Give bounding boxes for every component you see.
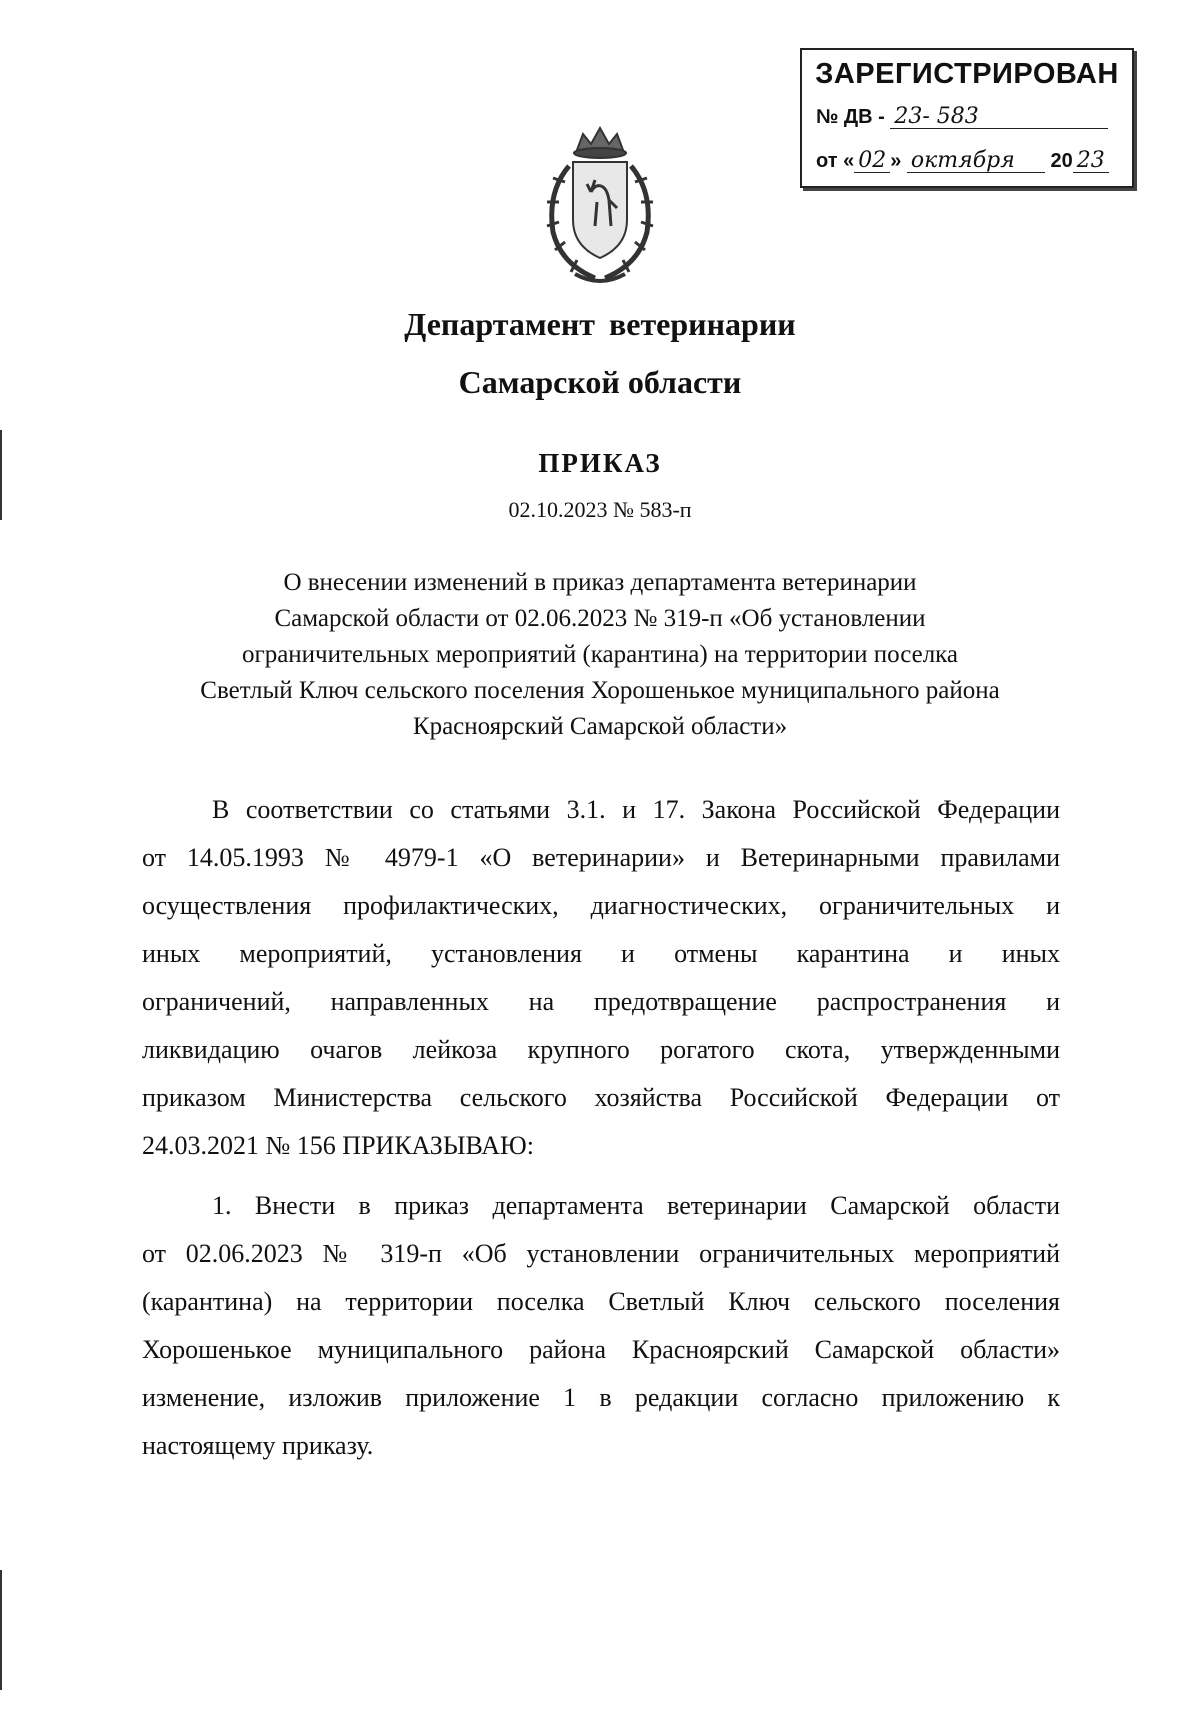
document-type: ПРИКАЗ xyxy=(538,448,662,478)
paragraph-line: 24.03.2021 № 156 ПРИКАЗЫВАЮ: xyxy=(142,1131,534,1160)
stamp-date-year-value: 23 xyxy=(1073,150,1109,173)
paragraph-line: осуществления профилактических, диагностических, ограничительных и xyxy=(142,891,1060,920)
registration-stamp xyxy=(800,48,1134,188)
stamp-date-mid: » xyxy=(890,150,902,172)
subject-line: Светлый Ключ сельского поселения Хорошенькое муниципального района xyxy=(200,677,1000,704)
stamp-number-line xyxy=(816,106,1108,129)
paragraph-line: от 02.06.2023 № 319-п «Об установлении ограничительных мероприятий xyxy=(142,1239,1060,1268)
paragraph-line: Хорошенькое муниципального района Красноярский Самарской области» xyxy=(142,1335,1060,1364)
paragraph-line: ликвидацию очагов лейкоза крупного рогатого скота, утвержденными xyxy=(142,1035,1060,1064)
paragraph-line: ограничений, направленных на предотвращение распространения и xyxy=(142,987,1060,1016)
body-paragraph-preamble xyxy=(142,786,1060,1170)
stamp-date-year-prefix: 20 xyxy=(1050,150,1073,172)
paragraph-line: 1. Внести в приказ департамента ветеринарии Самарской области xyxy=(212,1191,1060,1220)
stamp-date-prefix: от « xyxy=(816,150,855,172)
subject-line: О внесении изменений в приказ департамента ветеринарии xyxy=(283,569,917,596)
stamp-title: ЗАРЕГИСТРИРОВАН xyxy=(815,58,1119,90)
paragraph-line: (карантина) на территории поселка Светлый Ключ сельского поселения xyxy=(142,1287,1060,1316)
body-paragraph-item-1 xyxy=(142,1182,1060,1470)
scan-edge-mark xyxy=(0,1570,2,1690)
paragraph-line: от 14.05.1993 № 4979-1 «О ветеринарии» и Ветеринарными правилами xyxy=(142,843,1060,872)
paragraph-line: В соответствии со статьями 3.1. и 17. Закона Российской Федерации xyxy=(212,795,1060,824)
stamp-date-line xyxy=(816,150,1109,173)
stamp-date-month: октября xyxy=(907,150,1045,173)
paragraph-line: иных мероприятий, установления и отмены карантина и иных xyxy=(142,939,1060,968)
stamp-date-day: 02 xyxy=(854,150,890,173)
stamp-number-prefix: № ДВ - xyxy=(816,106,885,128)
subject-line: Красноярский Самарской области» xyxy=(412,713,788,740)
subject-line: ограничительных мероприятий (карантина) на территории поселка xyxy=(241,641,959,668)
document-number: 02.10.2023 № 583-п xyxy=(508,497,692,522)
department-name-line1: Департамент ветеринарии xyxy=(404,306,796,342)
stamp-number-value: 23- 583 xyxy=(890,106,1108,129)
paragraph-line: изменение, изложив приложение 1 в редакции согласно приложению к xyxy=(142,1383,1060,1412)
samara-coat-of-arms-icon xyxy=(525,122,675,290)
paragraph-line: настоящему приказу. xyxy=(142,1431,374,1460)
department-name-line2: Самарской области xyxy=(458,364,742,400)
paragraph-line: приказом Министерства сельского хозяйства Российской Федерации от xyxy=(142,1083,1060,1112)
subject-line: Самарской области от 02.06.2023 № 319-п «Об установлении xyxy=(274,605,926,632)
order-subject xyxy=(120,565,1080,745)
